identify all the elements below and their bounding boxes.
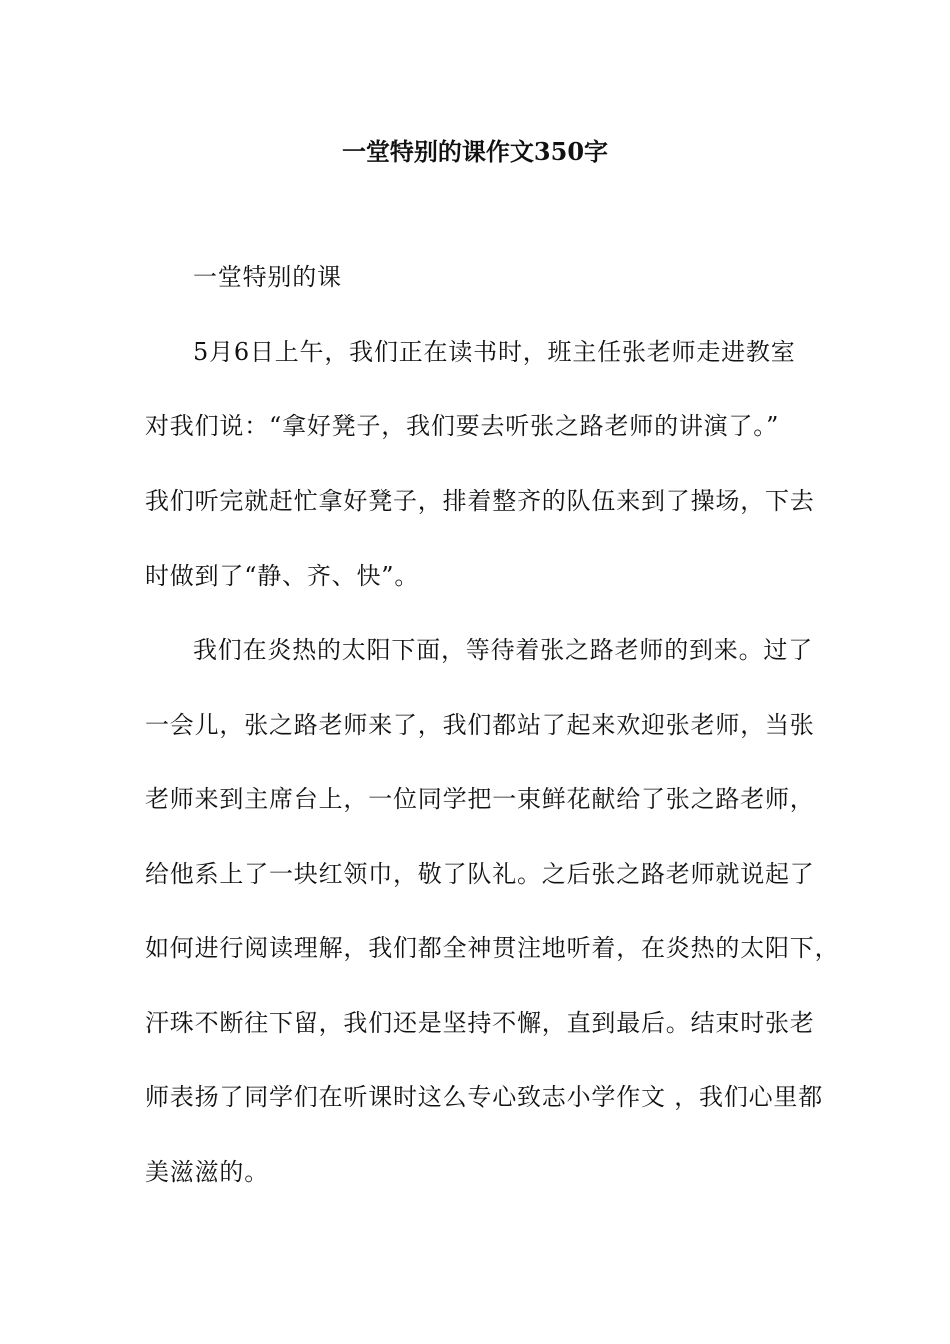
paragraph-line: 给他系上了一块红领巾，敬了队礼。之后张之路老师就说起了 [145,860,815,888]
paragraph-line: 我们在炎热的太阳下面，等待着张之路老师的到来。过了 [193,636,813,664]
essay-subtitle: 一堂特别的课 [193,263,342,291]
paragraph-line: 时做到了“静、齐、快”。 [145,562,420,590]
paragraph-line: 如何进行阅读理解，我们都全神贯注地听着，在炎热的太阳下， [145,934,840,962]
paragraph-line: 对我们说：“拿好凳子，我们要去听张之路老师的讲演了。” [145,412,780,440]
paragraph-line: 5月6日上午，我们正在读书时，班主任张老师走进教室 [193,338,796,366]
paragraph-line: 我们听完就赶忙拿好凳子，排着整齐的队伍来到了操场，下去 [145,487,815,515]
paragraph-line: 师表扬了同学们在听课时这么专心致志小学作文 ，我们心里都 [145,1083,824,1111]
paragraph-line: 老师来到主席台上，一位同学把一束鲜花献给了张之路老师， [145,785,815,813]
paragraph-line: 美滋滋的。 [145,1158,269,1186]
paragraph-line: 一会儿，张之路老师来了，我们都站了起来欢迎张老师，当张 [145,711,815,739]
paragraph-line: 汗珠不断往下留，我们还是坚持不懈，直到最后。结束时张老 [145,1009,815,1037]
document-title: 一堂特别的课作文350字 [341,137,609,166]
